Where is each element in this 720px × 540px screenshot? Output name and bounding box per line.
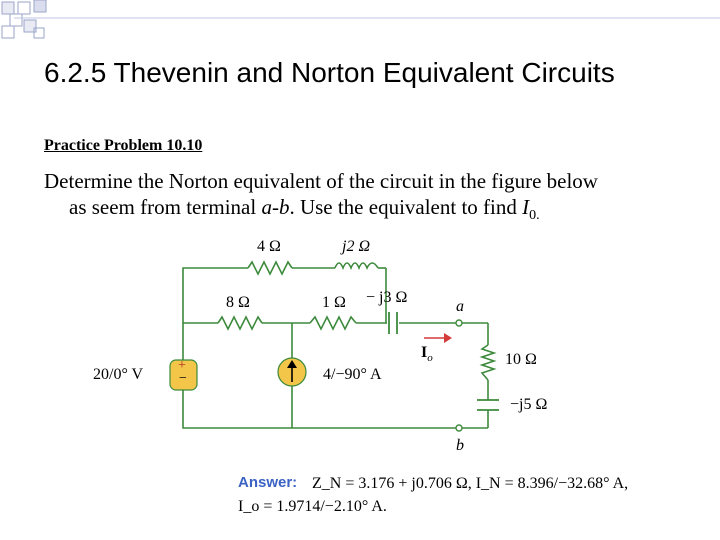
inductor-j2 [335,263,378,268]
label-c-j5: −j5 Ω [510,396,548,413]
label-c-j3: − j3 Ω [366,289,408,306]
vsrc-minus: − [179,371,187,386]
answer-line-2: I_o = 1.9714/−2.10° A. [238,498,387,515]
label-node-b: b [456,437,464,454]
answer-line-1: Z_N = 3.176 + j0.706 Ω, I_N = 8.396/−32.68° A, [312,475,629,492]
label-r4: 4 Ω [257,238,281,255]
resistor-8ohm [218,317,262,329]
resistor-4ohm [248,262,292,274]
label-node-a: a [456,298,464,315]
answer-label: Answer: [238,474,298,491]
terminal-a [456,320,462,326]
label-r10: 10 Ω [505,351,537,368]
problem-heading: Practice Problem 10.10 [44,137,203,154]
resistor-10ohm [482,345,494,380]
label-isrc: 4/−90° A [323,366,382,383]
statement-line-1: Determine the Norton equivalent of the circuit in the figure below [44,169,598,193]
terminal-b [456,425,462,431]
vsrc-plus: + [178,358,186,373]
label-r1: 1 Ω [322,294,346,311]
resistor-1ohm [310,317,356,329]
circuit-wires [183,268,488,428]
capacitor-j5 [477,400,499,410]
slide-title: 6.2.5 Thevenin and Norton Equivalent Circuits [44,57,615,88]
label-io: $I_o$ [421,344,433,365]
statement-line-2: as seem from terminal a-b. Use the equivalent to find $I_{0.}$ [69,195,540,224]
label-vsrc: 20/0° V [93,366,144,383]
label-l-j2: j2 Ω [342,238,371,255]
capacitor-j3 [389,312,397,334]
label-r8: 8 Ω [226,294,250,311]
